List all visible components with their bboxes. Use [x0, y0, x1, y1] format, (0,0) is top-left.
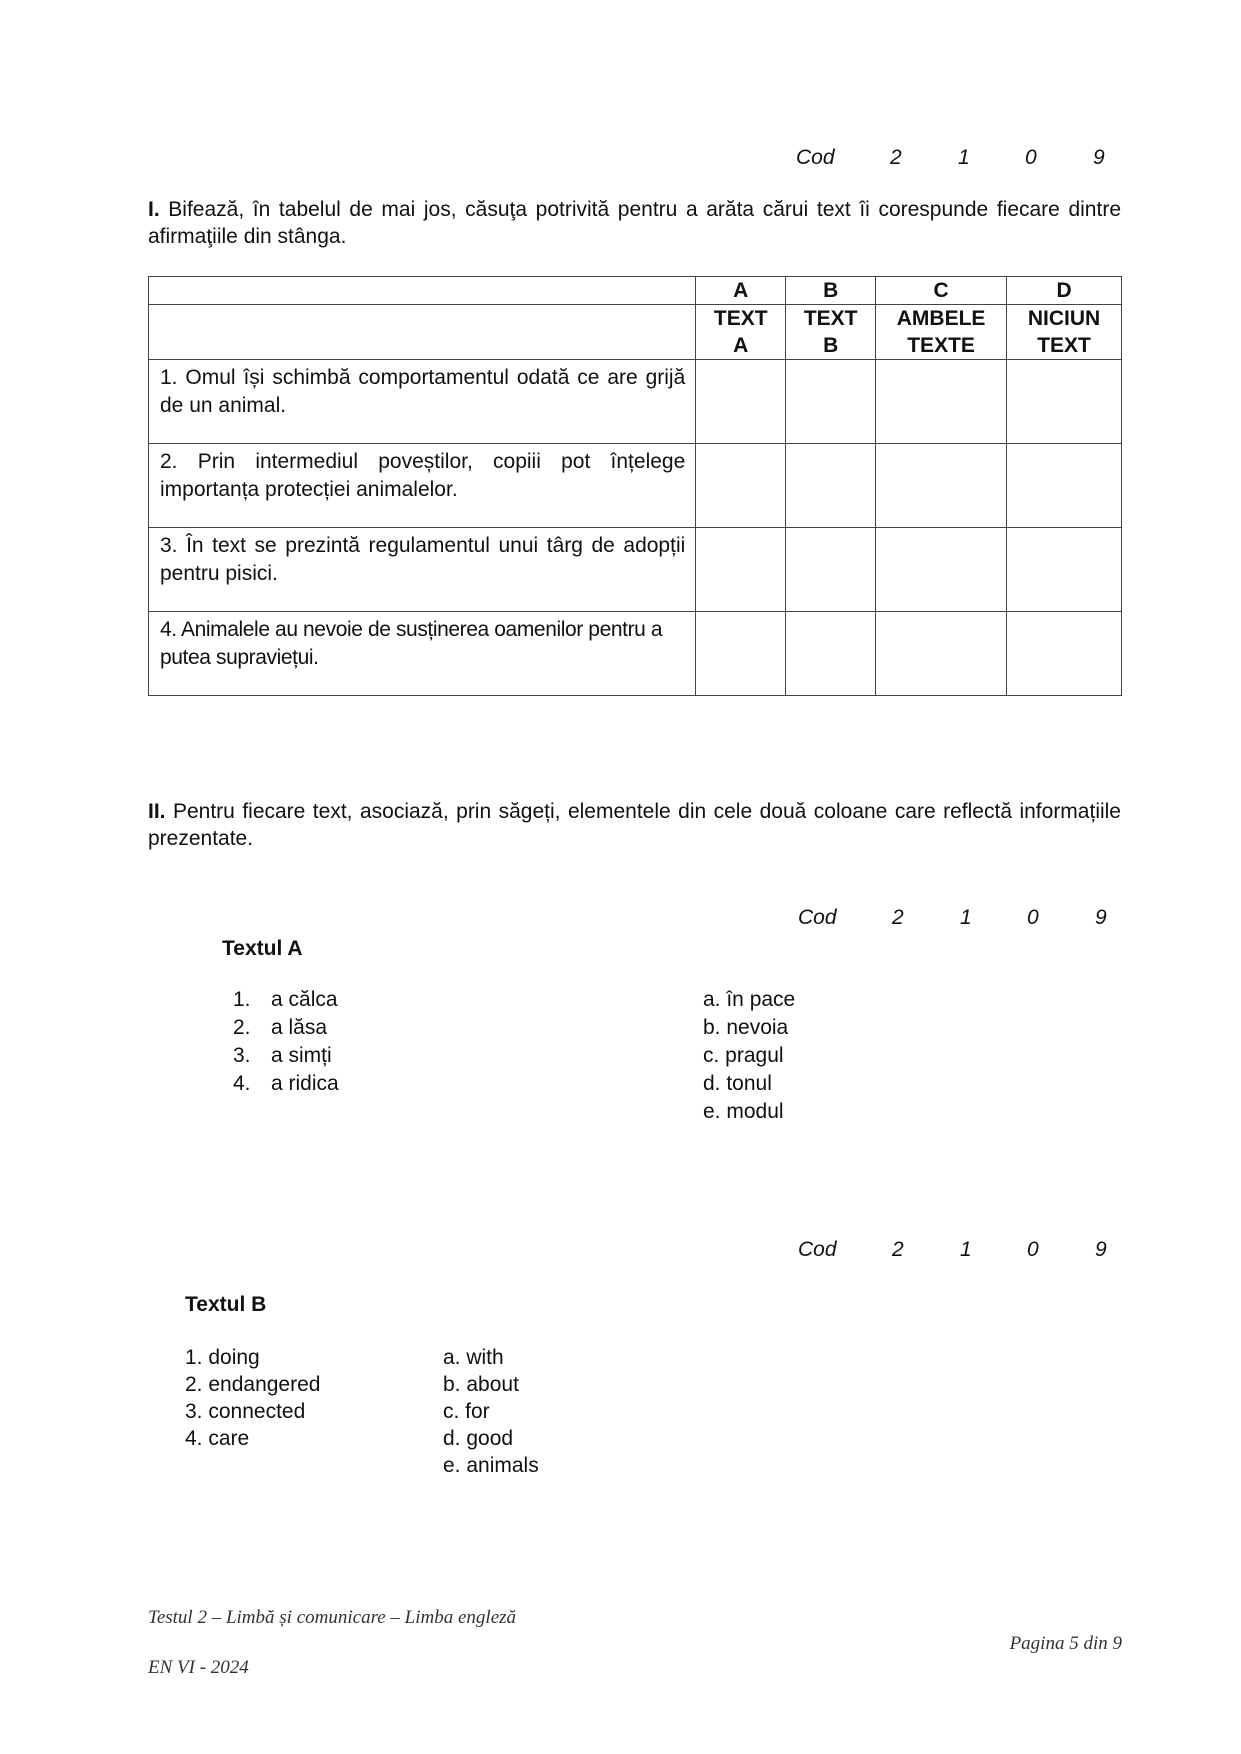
item-text: 4. care [185, 1427, 250, 1450]
item-text: a ridica [271, 1072, 339, 1095]
column-letter: C [876, 277, 1007, 305]
item-text: 3. connected [185, 1400, 306, 1423]
code-label: Cod [798, 906, 837, 929]
checkbox-cell[interactable] [876, 612, 1007, 696]
code-digit: 9 [1095, 906, 1107, 929]
blank-cell [149, 305, 696, 360]
item-text: d. good [443, 1427, 514, 1450]
checkbox-cell[interactable] [876, 360, 1007, 444]
item-text: a. with [443, 1346, 504, 1369]
code-digit: 2 [892, 1238, 904, 1261]
code-digit: 1 [960, 906, 972, 929]
code-digit: 0 [1025, 146, 1037, 169]
code-digit: 9 [1093, 146, 1105, 169]
code-digit: 2 [892, 906, 904, 929]
column-letter: A [696, 277, 786, 305]
code-digit: 9 [1095, 1238, 1107, 1261]
checkbox-cell[interactable] [786, 612, 876, 696]
item-text: a călca [271, 988, 338, 1011]
checkbox-cell[interactable] [1007, 612, 1122, 696]
section2-instruction [148, 798, 1121, 852]
item-text: 2. endangered [185, 1373, 321, 1396]
code-digit: 0 [1027, 906, 1039, 929]
footer-page-number: Pagina 5 din 9 [1009, 1633, 1122, 1654]
answer-table [148, 276, 1122, 696]
column-header: AMBELE TEXTE [876, 305, 1007, 360]
item-text: e. modul [703, 1100, 784, 1123]
code-digit: 0 [1027, 1238, 1039, 1261]
item-text: a simți [271, 1044, 332, 1067]
instruction-text: Bifează, în tabelul de mai jos, căsuţa potrivită pentru a arăta cărui text îi corespunde fiecare dintre afirmaţiile din stânga. [148, 198, 1121, 248]
footer-exam: EN VI - 2024 [148, 1657, 249, 1678]
column-header: TEXT B [786, 305, 876, 360]
item-number: 1. [233, 988, 251, 1011]
textA-title: Textul A [222, 937, 303, 960]
checkbox-cell[interactable] [1007, 444, 1122, 528]
checkbox-cell[interactable] [786, 528, 876, 612]
column-header: NICIUN TEXT [1007, 305, 1122, 360]
code-label: Cod [796, 146, 835, 169]
statement: 2. Prin intermediul poveștilor, copiii pot înțelege importanța protecției animalelor. [149, 444, 696, 528]
item-text: b. about [443, 1373, 519, 1396]
code-digit: 1 [958, 146, 970, 169]
item-number: 2. [233, 1016, 251, 1039]
item-number: 4. [233, 1072, 251, 1095]
footer-test-title: Testul 2 – Limbă și comunicare – Limba engleză [148, 1607, 517, 1628]
column-header: TEXT A [696, 305, 786, 360]
code-digit: 1 [960, 1238, 972, 1261]
checkbox-cell[interactable] [876, 444, 1007, 528]
section-number: II. [148, 800, 166, 823]
instruction-text: Pentru fiecare text, asociază, prin săgeți, elementele din cele două coloane care reflectă informațiile prezentate. [148, 800, 1121, 850]
item-text: a lăsa [271, 1016, 328, 1039]
blank-cell [149, 277, 696, 305]
item-text: 1. doing [185, 1346, 260, 1369]
checkbox-cell[interactable] [786, 444, 876, 528]
item-text: d. tonul [703, 1072, 772, 1095]
checkbox-cell[interactable] [786, 360, 876, 444]
code-label: Cod [798, 1238, 837, 1261]
checkbox-cell[interactable] [696, 360, 786, 444]
checkbox-cell[interactable] [696, 612, 786, 696]
section1-instruction [148, 196, 1121, 250]
column-letter: D [1007, 277, 1122, 305]
item-text: c. for [443, 1400, 490, 1423]
item-text: e. animals [443, 1454, 539, 1477]
checkbox-cell[interactable] [696, 444, 786, 528]
item-text: b. nevoia [703, 1016, 789, 1039]
column-letter: B [786, 277, 876, 305]
checkbox-cell[interactable] [1007, 528, 1122, 612]
checkbox-cell[interactable] [1007, 360, 1122, 444]
code-digit: 2 [890, 146, 902, 169]
statement: 4. Animalele au nevoie de susținerea oamenilor pentru a putea supraviețui. [149, 612, 696, 696]
checkbox-cell[interactable] [876, 528, 1007, 612]
item-text: a. în pace [703, 988, 796, 1011]
section-number: I. [148, 198, 160, 221]
item-number: 3. [233, 1044, 251, 1067]
checkbox-cell[interactable] [696, 528, 786, 612]
statement: 1. Omul își schimbă comportamentul odată ce are grijă de un animal. [149, 360, 696, 444]
statement: 3. În text se prezintă regulamentul unui târg de adopții pentru pisici. [149, 528, 696, 612]
textB-title: Textul B [185, 1293, 267, 1316]
item-text: c. pragul [703, 1044, 784, 1067]
